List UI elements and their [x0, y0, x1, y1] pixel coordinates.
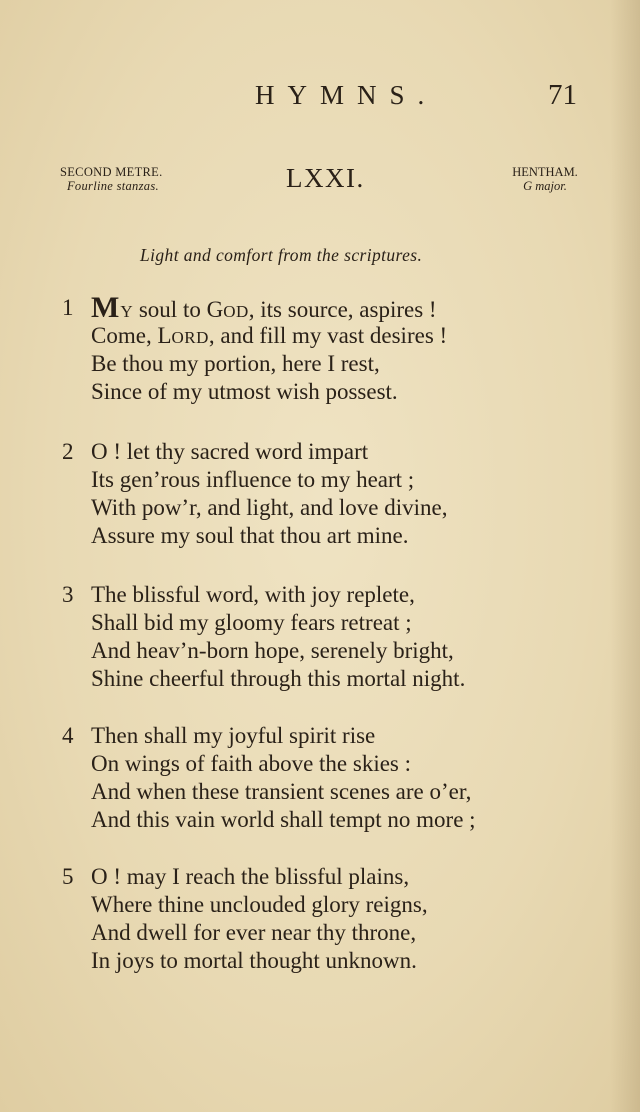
- drop-cap: M: [91, 291, 121, 324]
- running-head: [0, 78, 640, 112]
- stanza-line: The blissful word, with joy replete,: [91, 582, 415, 607]
- tune-key: G major.: [523, 179, 567, 193]
- stanza-line: On wings of faith above the skies :: [91, 751, 412, 776]
- stanza-line: With pow’r, and light, and love divine,: [91, 495, 448, 520]
- stanza-line: And heav’n-born hope, serenely bright,: [91, 638, 454, 663]
- stanza-line: O ! let thy sacred word impart: [91, 439, 369, 464]
- stanza-line: Then shall my joyful spirit rise: [91, 723, 376, 748]
- stanza-line: And dwell for ever near thy throne,: [91, 920, 417, 945]
- stanza-line: Since of my utmost wish possest.: [91, 379, 398, 404]
- metre-info: [60, 165, 163, 193]
- stanza-line: In joys to mortal thought unknown.: [91, 948, 417, 973]
- stanza-line: MY soul to GOD, its source, aspires !: [91, 291, 437, 324]
- stanza-line: Assure my soul that thou art mine.: [91, 523, 409, 548]
- hymn-subtitle: Light and comfort from the scriptures.: [140, 245, 423, 265]
- stanza-line: Shall bid my gloomy fears retreat ;: [91, 610, 412, 635]
- stanza-line: Where thine unclouded glory reigns,: [91, 892, 428, 917]
- running-title: HYMNS.: [255, 80, 438, 110]
- stanza-line: And when these transient scenes are o’er,: [91, 779, 472, 804]
- stanza-line: Come, LORD, and fill my vast desires !: [91, 323, 448, 348]
- stanza-number: 5: [62, 864, 74, 889]
- stanza-line: Its gen’rous influence to my heart ;: [91, 467, 415, 492]
- stanza-number: 2: [62, 439, 74, 464]
- stanza-number: 4: [62, 723, 74, 748]
- metre-label: SECOND METRE.: [60, 165, 163, 179]
- stanza-line: And this vain world shall tempt no more ;: [91, 807, 476, 832]
- tune-name: HENTHAM.: [512, 165, 578, 179]
- stanza-line: O ! may I reach the blissful plains,: [91, 864, 410, 889]
- page-number: 71: [548, 79, 577, 111]
- stanza-line: Be thou my portion, here I rest,: [91, 351, 380, 376]
- stanza-number: 1: [62, 295, 74, 320]
- stanza-number: 3: [62, 582, 74, 607]
- hymn-number: LXXI.: [286, 163, 365, 193]
- tune-info: [505, 165, 585, 193]
- stanza-line: Shine cheerful through this mortal night.: [91, 666, 466, 691]
- stanza-form-label: Fourline stanzas.: [67, 179, 159, 193]
